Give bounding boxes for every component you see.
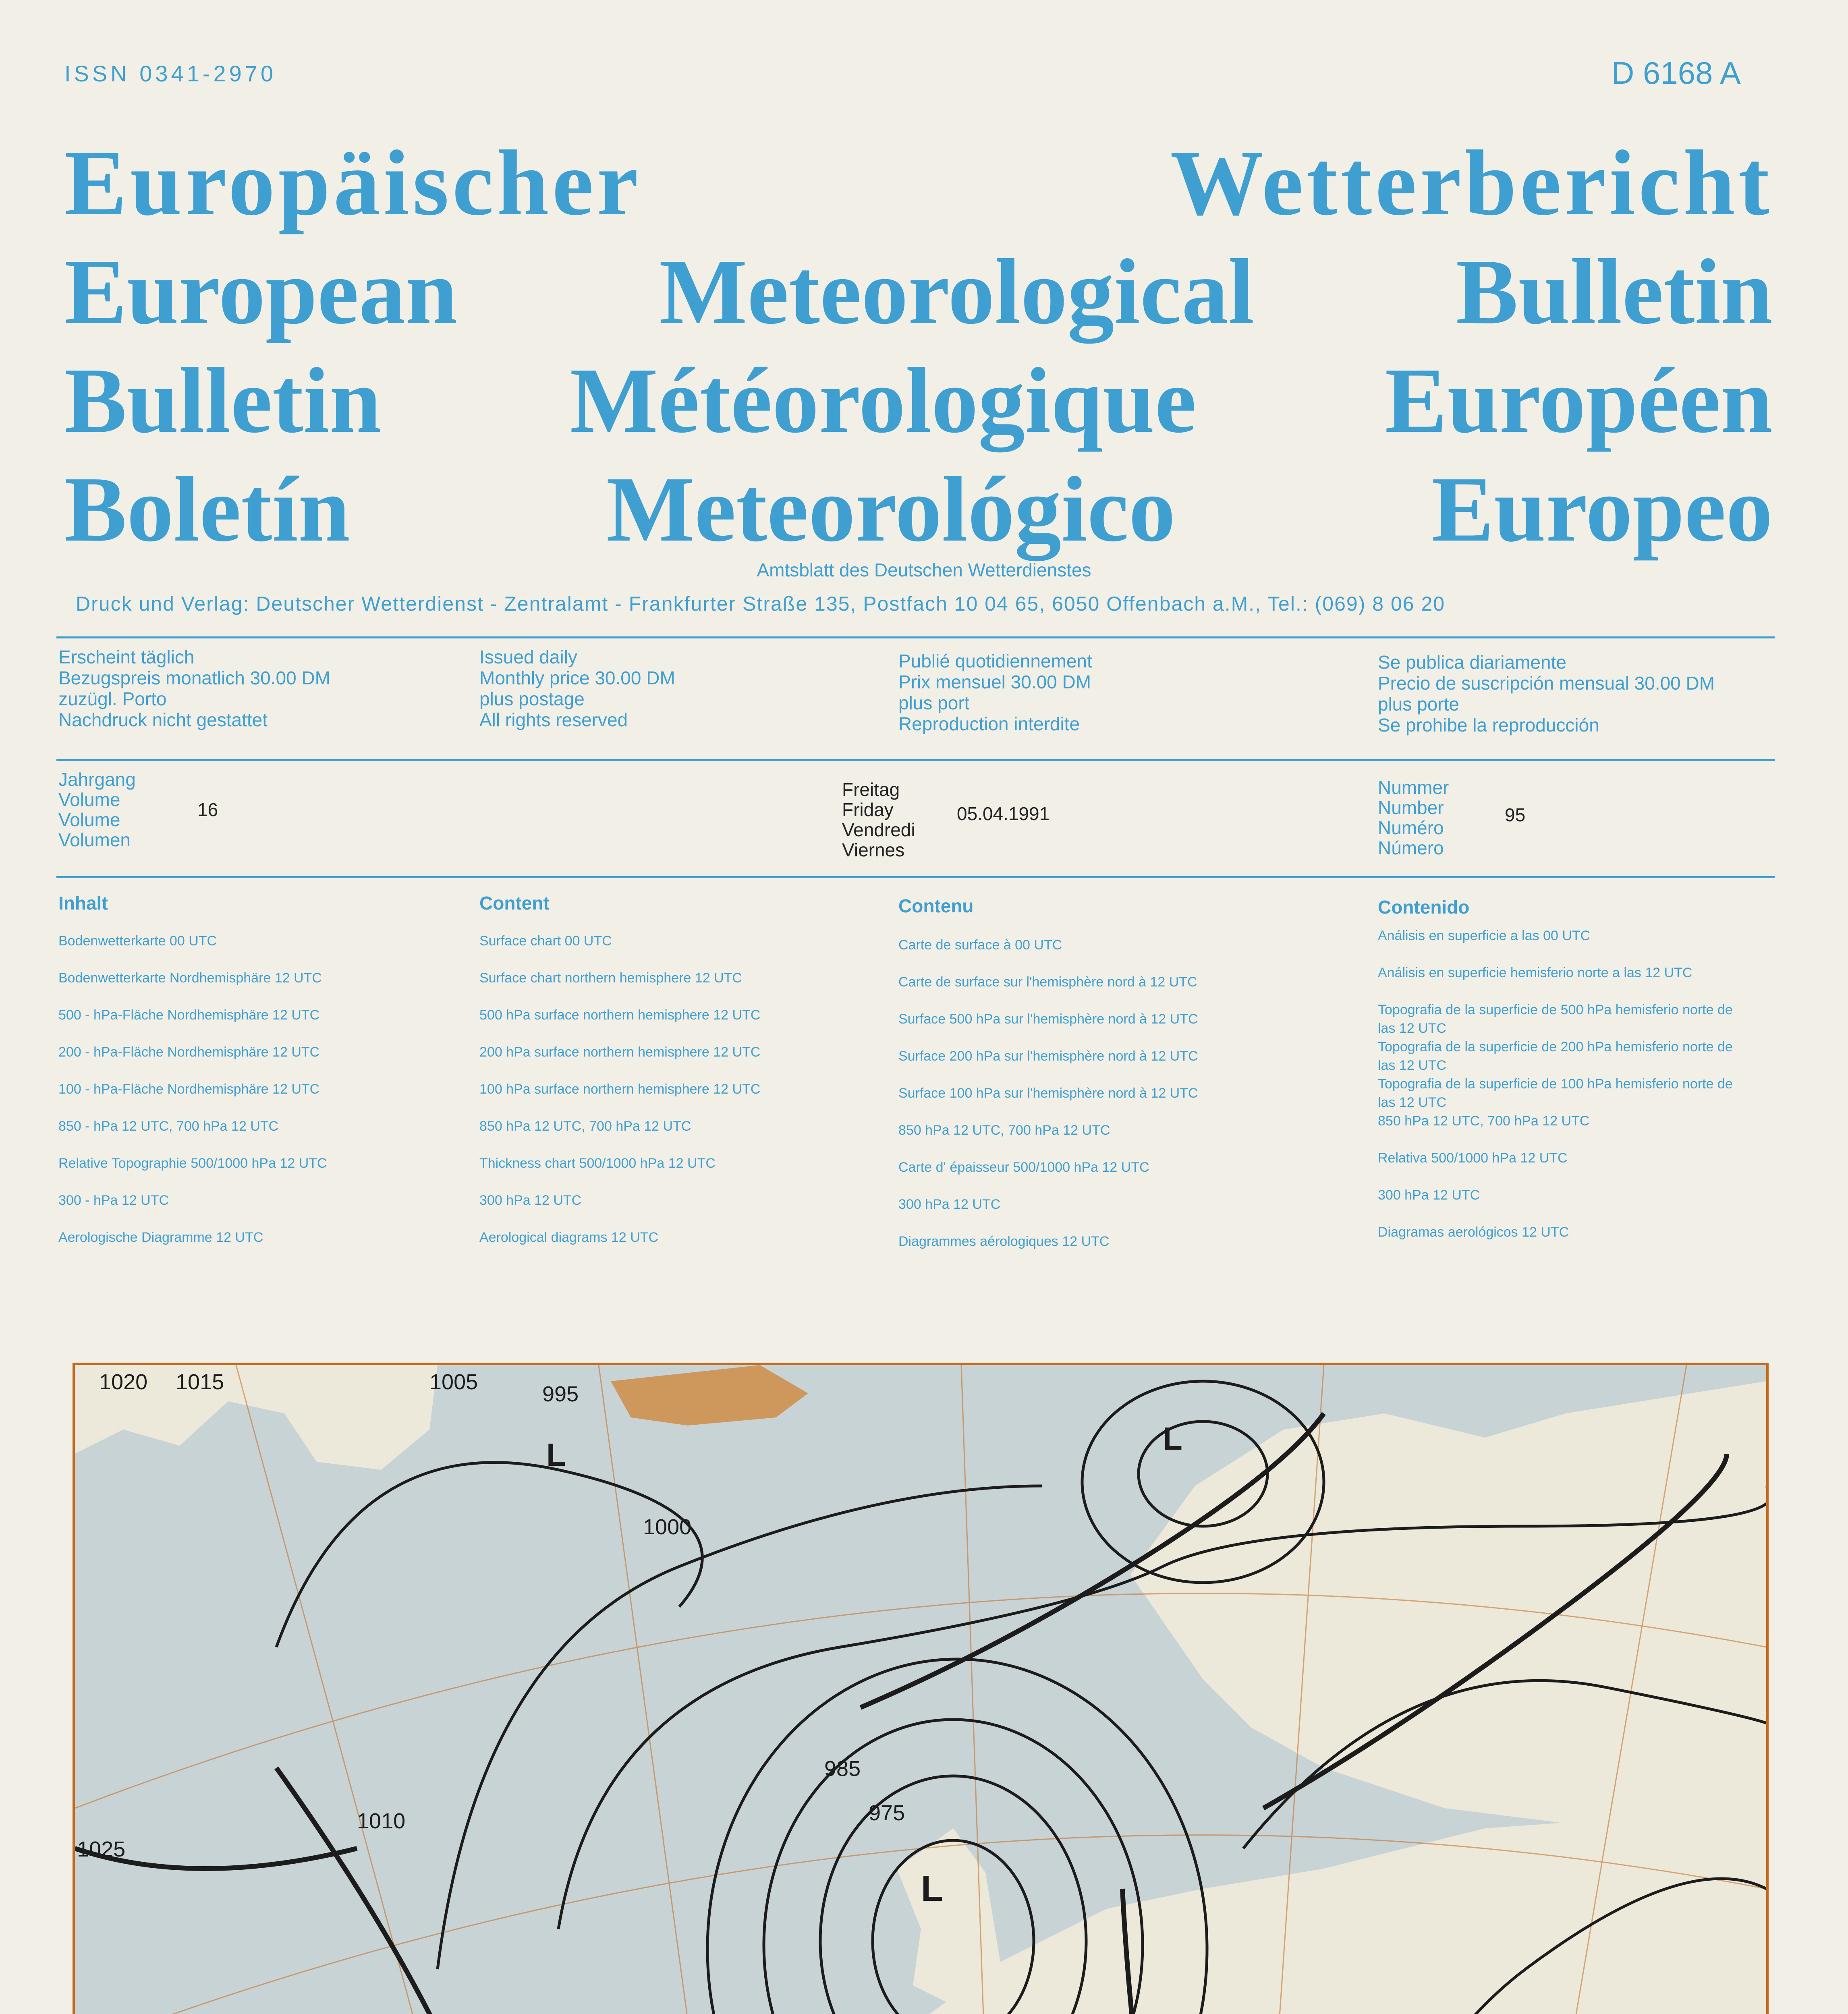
surface-weather-map bbox=[73, 1363, 1769, 2014]
isobar-label: 995 bbox=[542, 1382, 579, 1406]
divider bbox=[56, 759, 1775, 761]
contents-item: Diagrammes aérologiques 12 UTC bbox=[898, 1234, 1110, 1249]
contents-item: Carte d' épaisseur 500/1000 hPa 12 UTC bbox=[898, 1160, 1149, 1175]
weekday-labels bbox=[842, 779, 915, 860]
isobar-label: 975 bbox=[869, 1801, 905, 1825]
weekday-label: Friday bbox=[842, 799, 894, 820]
subscription-french bbox=[898, 651, 1092, 734]
weekday-label: Freitag bbox=[842, 779, 900, 800]
contents-item: Relativa 500/1000 hPa 12 UTC bbox=[1378, 1150, 1568, 1166]
subscription-line: zuzügl. Porto bbox=[58, 688, 167, 709]
subscription-spanish bbox=[1378, 652, 1715, 736]
isobar-label: 1015 bbox=[176, 1370, 224, 1394]
issue-number: 95 bbox=[1505, 804, 1526, 825]
contents-item: Carte de surface à 00 UTC bbox=[898, 937, 1062, 953]
contents-item: Carte de surface sur l'hemisphère nord à 12 UTC bbox=[898, 974, 1197, 990]
contents-item: Topografia de la superficie de 100 hPa hemisferio norte de las 12 UTC bbox=[1378, 1076, 1733, 1110]
contents-item: 300 hPa 12 UTC bbox=[479, 1193, 582, 1208]
contents-item: Surface 500 hPa sur l'hemisphère nord à 12 UTC bbox=[898, 1011, 1198, 1027]
subscription-line: All rights reserved bbox=[479, 709, 628, 730]
title-word: Boletín bbox=[64, 458, 350, 561]
low-pressure-center: L bbox=[921, 1869, 943, 1909]
title-word: Européen bbox=[1385, 349, 1773, 452]
subscription-line: Erscheint täglich bbox=[58, 646, 195, 667]
number-label: Nummer bbox=[1378, 777, 1449, 798]
title-word: Bulletin bbox=[1456, 240, 1773, 344]
contents-item: Aerological diagrams 12 UTC bbox=[479, 1230, 659, 1245]
low-pressure-center: L bbox=[546, 1437, 566, 1473]
number-labels bbox=[1378, 777, 1449, 858]
contents-list-german bbox=[58, 922, 327, 1256]
isobar-label: 1025 bbox=[77, 1837, 126, 1861]
isobar-label: 1020 bbox=[99, 1370, 148, 1394]
contents-item: Diagramas aerológicos 12 UTC bbox=[1378, 1225, 1569, 1240]
volume-labels bbox=[58, 769, 136, 850]
contents-heading-french: Contenu bbox=[898, 895, 974, 916]
title-word: Meteorológico bbox=[606, 458, 1176, 561]
weekday-label: Viernes bbox=[842, 839, 905, 860]
divider bbox=[56, 876, 1775, 878]
title-word: Météorologique bbox=[570, 349, 1197, 452]
isobar-label: 1005 bbox=[429, 1370, 478, 1394]
number-label: Number bbox=[1378, 797, 1444, 818]
contents-item: Thickness chart 500/1000 hPa 12 UTC bbox=[479, 1156, 716, 1171]
volume-label: Volume bbox=[58, 809, 120, 830]
isobar-label: 1000 bbox=[643, 1515, 692, 1539]
contents-item: Surface 100 hPa sur l'hemisphère nord à 12 UTC bbox=[898, 1086, 1198, 1101]
contents-item: Topografia de la superficie de 500 hPa hemisferio norte de las 12 UTC bbox=[1378, 1002, 1733, 1036]
contents-item: Relative Topographie 500/1000 hPa 12 UTC bbox=[58, 1156, 327, 1171]
subscription-line: Se publica diariamente bbox=[1378, 652, 1566, 673]
contents-list-english bbox=[479, 922, 760, 1256]
contents-item: Topografia de la superficie de 200 hPa hemisferio norte de las 12 UTC bbox=[1378, 1039, 1733, 1073]
subscription-line: Monthly price 30.00 DM bbox=[479, 667, 675, 688]
contents-item: Surface 200 hPa sur l'hemisphère nord à 12 UTC bbox=[898, 1048, 1198, 1064]
isobar-label: 985 bbox=[824, 1757, 861, 1781]
divider bbox=[56, 636, 1775, 638]
iceland-land bbox=[611, 1365, 808, 1426]
subscription-line: plus port bbox=[898, 692, 970, 713]
contents-item: Aerologische Diagramme 12 UTC bbox=[58, 1230, 263, 1245]
title-german bbox=[64, 129, 1773, 238]
subscription-line: plus porte bbox=[1378, 694, 1460, 715]
contents-item: Surface chart northern hemisphere 12 UTC bbox=[479, 970, 742, 986]
contents-item: Análisis en superficie hemisferio norte a las 12 UTC bbox=[1378, 965, 1692, 980]
contents-item: Bodenwetterkarte Nordhemisphäre 12 UTC bbox=[58, 970, 322, 986]
number-label: Número bbox=[1378, 837, 1444, 858]
contents-list-spanish bbox=[1378, 926, 1740, 1260]
contents-item: Bodenwetterkarte 00 UTC bbox=[58, 933, 217, 949]
title-word: Europäischer bbox=[64, 131, 642, 235]
publisher-address: Druck und Verlag: Deutscher Wetterdienst - Zentralamt - Frankfurter Straße 135, Postfach 10 04 65, 6050 Offenbach a.M., Tel.: (069) 8 06 20 bbox=[76, 593, 1446, 615]
contents-item: 300 hPa 12 UTC bbox=[898, 1197, 1001, 1212]
subscription-line: Publié quotidiennement bbox=[898, 651, 1092, 671]
subscription-line: Issued daily bbox=[479, 646, 577, 667]
contents-item: Análisis en superficie a las 00 UTC bbox=[1378, 928, 1591, 943]
contents-heading-german: Inhalt bbox=[58, 893, 108, 914]
contents-item: 500 hPa surface northern hemisphere 12 UTC bbox=[479, 1007, 761, 1023]
contents-item: 200 - hPa-Fläche Nordhemisphäre 12 UTC bbox=[58, 1044, 320, 1060]
title-spanish bbox=[64, 455, 1773, 564]
contents-item: Surface chart 00 UTC bbox=[479, 933, 612, 949]
volume-label: Jahrgang bbox=[58, 769, 136, 790]
subscription-line: Bezugspreis monatlich 30.00 DM bbox=[58, 667, 330, 688]
contents-item: 300 hPa 12 UTC bbox=[1378, 1187, 1480, 1203]
contents-heading-spanish: Contenido bbox=[1378, 897, 1470, 918]
weather-map-graphic bbox=[75, 1365, 1766, 2014]
isobar-labels bbox=[77, 1370, 905, 2014]
contents-item: 850 hPa 12 UTC, 700 hPa 12 UTC bbox=[479, 1119, 691, 1134]
contents-item: 300 - hPa 12 UTC bbox=[58, 1193, 169, 1208]
title-french bbox=[64, 346, 1773, 455]
contents-item: 850 hPa 12 UTC, 700 hPa 12 UTC bbox=[898, 1123, 1110, 1138]
contents-item: 850 hPa 12 UTC, 700 hPa 12 UTC bbox=[1378, 1113, 1590, 1129]
contents-list-french bbox=[898, 926, 1198, 1260]
title-english bbox=[64, 238, 1773, 346]
low-pressure-center: L bbox=[1163, 1421, 1182, 1457]
contents-item: 100 hPa surface northern hemisphere 12 UTC bbox=[479, 1082, 761, 1097]
document-number: D 6168 A bbox=[1612, 55, 1741, 91]
subscription-line: Reproduction interdite bbox=[898, 713, 1080, 734]
title-word: Europeo bbox=[1431, 458, 1773, 561]
title-word: Wetterbericht bbox=[1170, 131, 1773, 235]
subscription-line: Precio de suscripción mensual 30.00 DM bbox=[1378, 673, 1715, 694]
scandinavia-land bbox=[1130, 1381, 1766, 1828]
subscription-line: Se prohibe la reproducción bbox=[1378, 715, 1599, 736]
contents-heading-english: Content bbox=[479, 893, 550, 914]
title-word: European bbox=[64, 240, 458, 344]
volume-label: Volume bbox=[58, 789, 120, 810]
isobar-label: 1010 bbox=[357, 1809, 406, 1833]
subscription-german bbox=[58, 646, 330, 730]
subscription-line: Prix mensuel 30.00 DM bbox=[898, 671, 1091, 692]
contents-item: 100 - hPa-Fläche Nordhemisphäre 12 UTC bbox=[58, 1082, 320, 1097]
volume-value: 16 bbox=[197, 799, 218, 820]
subscription-line: Nachdruck nicht gestattet bbox=[58, 709, 268, 730]
contents-item: 850 - hPa 12 UTC, 700 hPa 12 UTC bbox=[58, 1119, 279, 1134]
official-gazette-line: Amtsblatt des Deutschen Wetterdienstes bbox=[757, 559, 1091, 580]
subscription-line: plus postage bbox=[479, 688, 585, 709]
title-word: Bulletin bbox=[64, 349, 382, 452]
contents-item: 500 - hPa-Fläche Nordhemisphäre 12 UTC bbox=[58, 1007, 320, 1023]
number-label: Numéro bbox=[1378, 817, 1444, 838]
volume-label: Volumen bbox=[58, 829, 131, 850]
contents-item: 200 hPa surface northern hemisphere 12 UTC bbox=[479, 1044, 761, 1060]
subscription-english bbox=[479, 646, 675, 730]
issue-date: 05.04.1991 bbox=[957, 803, 1050, 824]
issn-label: ISSN 0341-2970 bbox=[64, 61, 277, 86]
weekday-label: Vendredi bbox=[842, 819, 915, 840]
title-word: Meteorological bbox=[659, 240, 1255, 344]
